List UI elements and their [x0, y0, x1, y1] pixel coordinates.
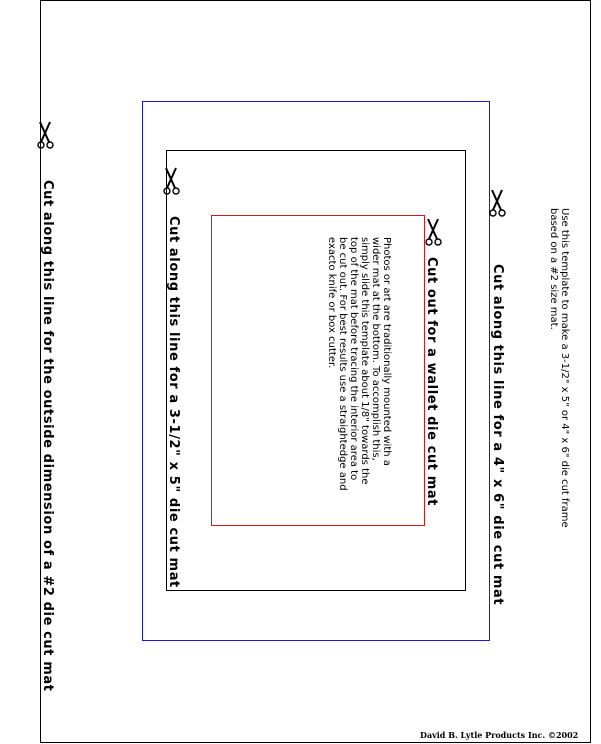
scissors-icon — [36, 120, 56, 150]
scissors-icon — [488, 188, 508, 218]
outside-cut-label: Cut along this line for the outside dimension of a #2 die cut mat — [40, 180, 55, 692]
frame-3-5x5-cut-label: Cut along this line for a 3-1/2" x 5" die cut mat — [166, 216, 181, 588]
copyright-footer: David B. Lytle Products Inc. ©2002 — [420, 730, 579, 740]
frame-4x6-cut-label: Cut along this line for a 4" x 6" die cut mat — [490, 264, 505, 606]
instructions-mounting: Photos or art are traditionally mounted with a wider mat at the bottom. To accomplish this, simply slide this template about 1/8" towards the top of the mat before tracing the interior area to be cut out. For best results use a straightedge and exacto knife or box cutter. — [326, 237, 392, 491]
scissors-icon — [162, 166, 182, 196]
scissors-icon — [424, 217, 444, 247]
frame-wallet-cut-line — [211, 215, 425, 526]
instructions-intro: Use this template to make a 3-1/2" x 5" or 4" x 6" die cut frame based on a #2 size mat. — [548, 208, 570, 528]
wallet-cut-label: Cut out for a wallet die cut mat — [424, 257, 439, 507]
